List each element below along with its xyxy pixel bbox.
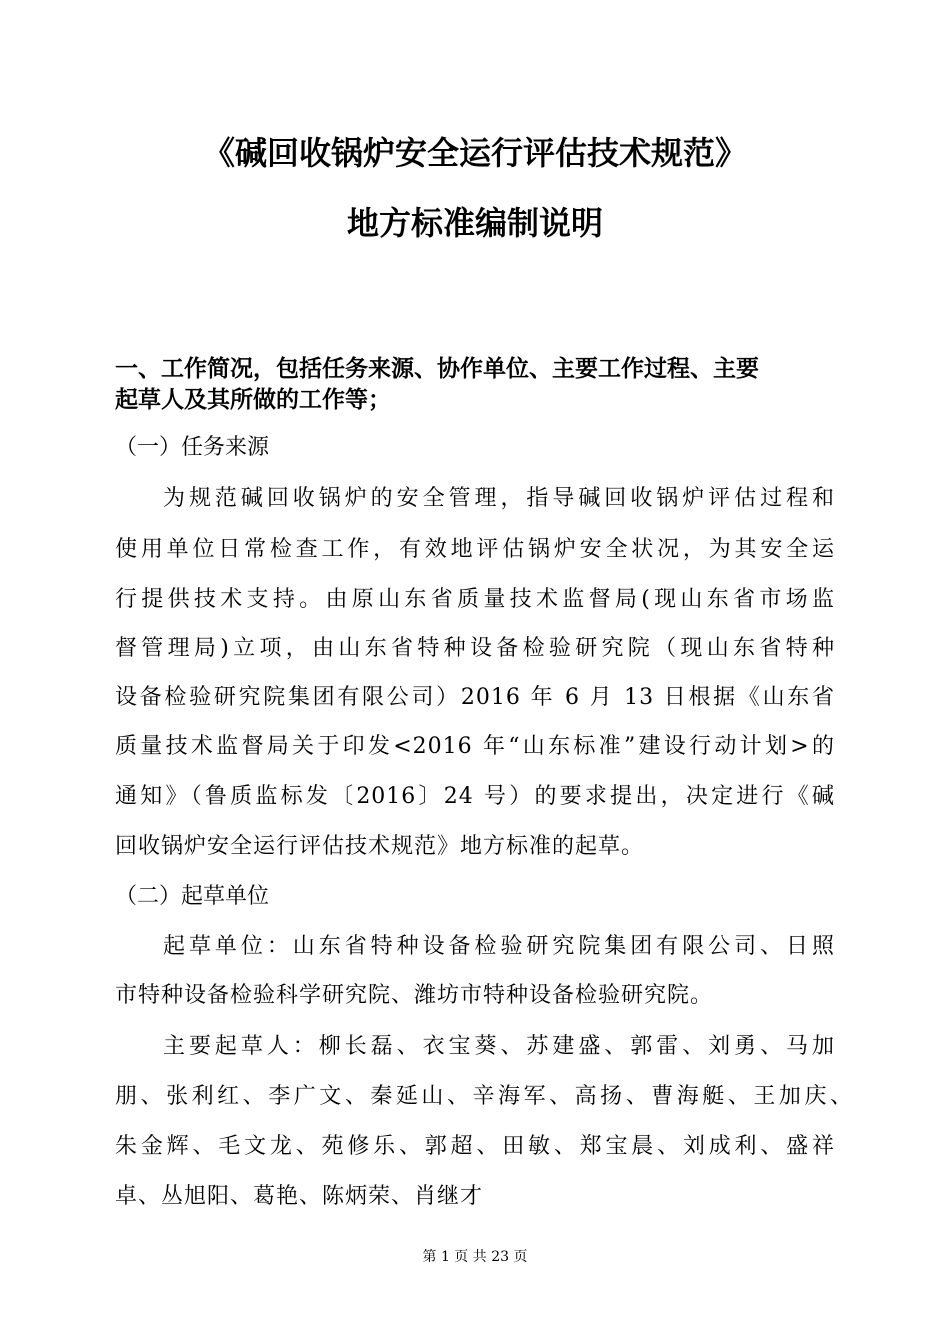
paragraph-line: 朋、张利红、李广文、秦延山、辛海军、高扬、曹海艇、王加庆、: [115, 1084, 853, 1109]
paragraph-line: 设备检验研究院集团有限公司）2016 年 6 月 13 日根据《山东省: [115, 685, 835, 710]
paragraph-line: 市特种设备检验科学研究院、潍坊市特种设备检验研究院。: [115, 983, 714, 1008]
section-heading: 起草人及其所做的工作等；: [115, 386, 391, 413]
document-subtitle: 地方标准编制说明: [346, 204, 603, 242]
paragraph-line: 主要起草人：柳长磊、衣宝葵、苏建盛、郭雷、刘勇、马加: [163, 1034, 835, 1059]
document-title: 《碱回收锅炉安全运行评估技术规范》: [202, 134, 747, 172]
paragraph-line: 起草单位：山东省特种设备检验研究院集团有限公司、日照: [163, 934, 835, 959]
paragraph-line: 行提供技术支持。由原山东省质量技术监督局(现山东省市场监: [115, 587, 835, 612]
paragraph-line: 卓、丛旭阳、葛艳、陈炳荣、肖继才: [115, 1184, 484, 1209]
paragraph-line: 通知》（鲁质监标发〔2016〕24 号）的要求提出，决定进行《碱: [115, 784, 835, 809]
paragraph-line: 为规范碱回收锅炉的安全管理，指导碱回收锅炉评估过程和: [163, 486, 835, 511]
page-number-footer: 第 1 页 共 23 页: [422, 1249, 528, 1265]
paragraph-line: 使用单位日常检查工作，有效地评估锅炉安全状况，为其安全运: [115, 537, 835, 562]
paragraph-line: 朱金辉、毛文龙、苑修乐、郭超、田敏、郑宝晨、刘成利、盛祥: [115, 1134, 835, 1159]
paragraph-line: 回收锅炉安全运行评估技术规范》地方标准的起草。: [115, 834, 645, 859]
subsection-title: （一）任务来源: [115, 435, 270, 460]
paragraph-line: 督管理局)立项，由山东省特种设备检验研究院（现山东省特种: [115, 636, 835, 661]
section-heading: 一、工作简况，包括任务来源、协作单位、主要工作过程、主要: [115, 355, 759, 382]
paragraph-line: 质量技术监督局关于印发<2016 年“山东标准”建设行动计划>的: [115, 734, 835, 759]
subsection-title: （二）起草单位: [115, 884, 270, 909]
